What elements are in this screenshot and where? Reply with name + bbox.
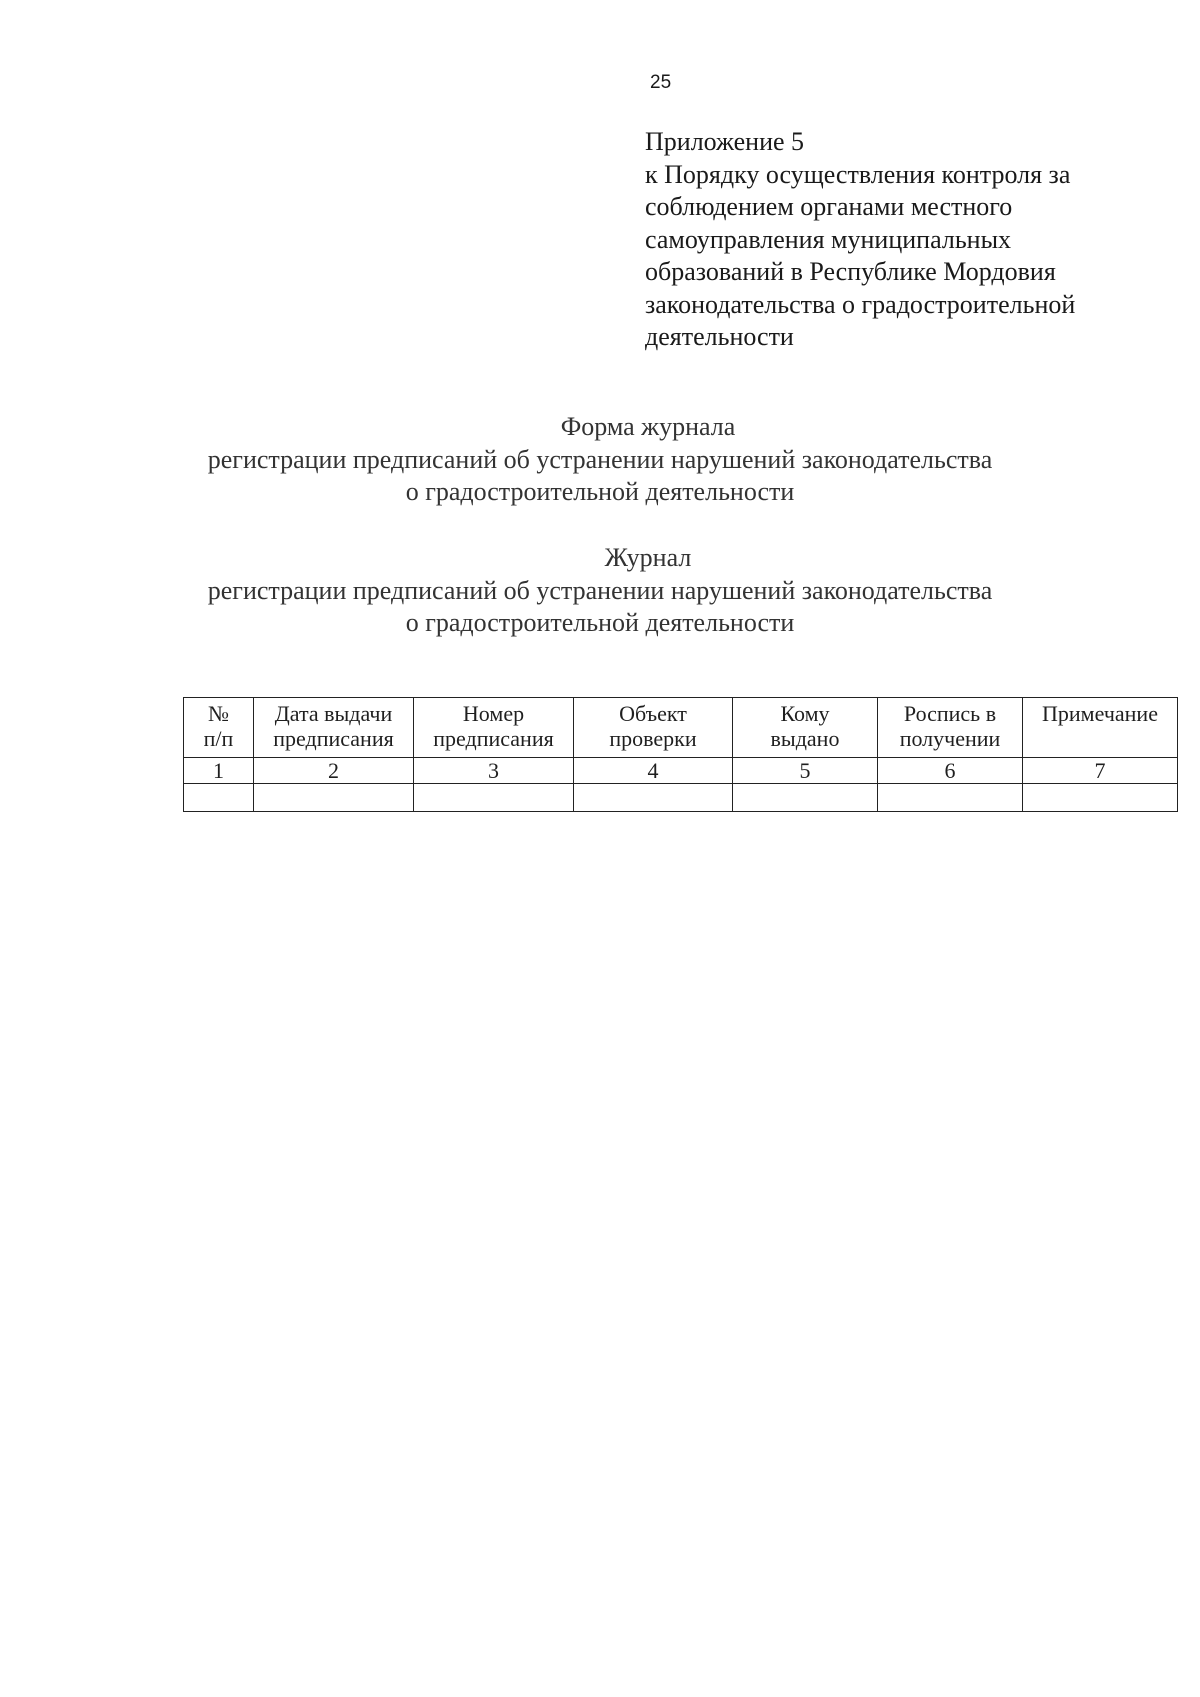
table-cell — [414, 784, 574, 812]
header-text: Объект — [619, 701, 687, 726]
table-cell — [574, 784, 733, 812]
header-text: п/п — [203, 726, 234, 751]
appendix-line: законодательства о градостроительной — [645, 289, 1076, 319]
header-text: № — [208, 701, 229, 726]
appendix-line: соблюдением органами местного — [645, 192, 1013, 221]
header-text: предписания — [273, 726, 394, 751]
column-number: 5 — [733, 758, 878, 784]
table-cell — [184, 784, 254, 812]
appendix-reference — [645, 126, 1165, 354]
column-header-number — [184, 698, 254, 758]
header-text: Примечание — [1042, 701, 1158, 726]
journal-heading — [0, 542, 1200, 640]
table-cell — [254, 784, 414, 812]
table-cell — [878, 784, 1023, 812]
table-cell — [1023, 784, 1178, 812]
header-text: Роспись в — [903, 701, 997, 726]
column-number: 1 — [184, 758, 254, 784]
table-row — [184, 784, 1178, 812]
appendix-line: деятельности — [645, 322, 794, 351]
journal-heading-title: Журнал — [604, 543, 692, 572]
appendix-line: самоуправления муниципальных — [645, 224, 1012, 254]
journal-table — [183, 697, 1178, 812]
table-header-row — [184, 698, 1178, 758]
column-number: 6 — [878, 758, 1023, 784]
header-text: проверки — [609, 726, 697, 751]
header-text: предписания — [433, 726, 554, 751]
column-number: 7 — [1023, 758, 1178, 784]
appendix-line: к Порядку осуществления контроля за — [645, 159, 1071, 189]
column-header-receipt-signature — [878, 698, 1023, 758]
column-header-issued-to — [733, 698, 878, 758]
form-heading-title: Форма журнала — [560, 412, 736, 441]
header-text: Дата выдачи — [274, 701, 393, 726]
table-cell — [733, 784, 878, 812]
column-number-row — [184, 758, 1178, 784]
appendix-line: Приложение 5 — [645, 127, 805, 156]
column-header-inspection-object — [574, 698, 733, 758]
journal-heading-line: о градостроительной деятельности — [405, 608, 795, 637]
header-text: Кому — [780, 701, 830, 726]
column-number: 4 — [574, 758, 733, 784]
header-text: выдано — [770, 726, 840, 751]
column-number: 3 — [414, 758, 574, 784]
header-text: получении — [899, 726, 1001, 751]
form-heading-line: о градостроительной деятельности — [405, 477, 795, 506]
column-header-order-number — [414, 698, 574, 758]
page-number: 25 — [650, 72, 672, 93]
form-heading — [0, 411, 1200, 509]
column-number: 2 — [254, 758, 414, 784]
column-header-issue-date — [254, 698, 414, 758]
column-header-note — [1023, 698, 1178, 758]
header-text: Номер — [462, 701, 525, 726]
journal-heading-line: регистрации предписаний об устранении нарушений законодательства — [207, 575, 993, 605]
appendix-line: образований в Республике Мордовия — [645, 257, 1056, 286]
form-heading-line: регистрации предписаний об устранении нарушений законодательства — [207, 444, 993, 474]
